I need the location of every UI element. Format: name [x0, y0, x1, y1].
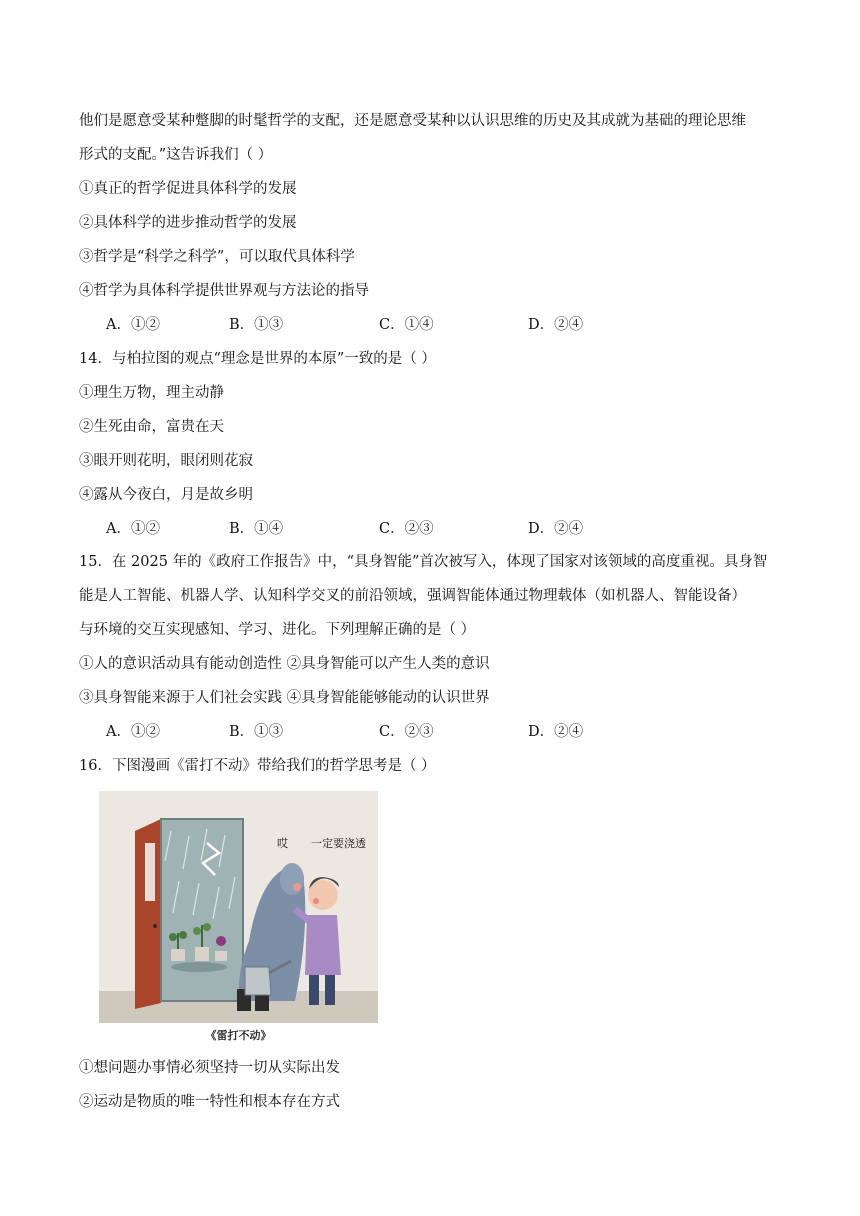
q13-item-2: ②具体科学的进步推动哲学的发展	[79, 215, 297, 231]
cartoon-bubble-right: 一定要浇透	[311, 837, 366, 850]
q15-option-a: A．①②	[106, 724, 160, 740]
q13-option-b: B．①③	[229, 317, 284, 333]
q13-item-3: ③哲学是“科学之科学”，可以取代具体科学	[79, 249, 355, 265]
q14-stem: 14．与柏拉图的观点“理念是世界的本原”一致的是（ ）	[79, 351, 436, 367]
cartoon-illustration	[99, 791, 378, 1023]
q16-stem: 16．下图漫画《雷打不动》带给我们的哲学思考是（ ）	[79, 758, 436, 774]
q16-item-1: ①想问题办事情必须坚持一切从实际出发	[79, 1060, 340, 1076]
q15-items-row1: ①人的意识活动具有能动创造性 ②具身智能可以产生人类的意识	[79, 656, 490, 672]
q15-option-d: D．②④	[528, 724, 584, 740]
q15-stem-line3: 与环境的交互实现感知、学习、进化。下列理解正确的是（ ）	[79, 622, 476, 638]
q13-option-c: C．①④	[379, 317, 434, 333]
cartoon-bubble-left: 哎	[277, 837, 288, 850]
q13-item-4: ④哲学为具体科学提供世界观与方法论的指导	[79, 283, 369, 299]
q14-item-3: ③眼开则花明，眼闭则花寂	[79, 453, 253, 469]
q15-option-b: B．①③	[229, 724, 284, 740]
q15-stem-line1: 15．在 2025 年的《政府工作报告》中，“具身智能”首次被写入，体现了国家对该领域的高度重视。具身智	[79, 554, 768, 570]
q14-option-b: B．①④	[229, 521, 284, 537]
q14-option-c: C．②③	[379, 521, 434, 537]
q15-option-c: C．②③	[379, 724, 434, 740]
q14-item-2: ②生死由命，富贵在天	[79, 419, 224, 435]
q14-item-4: ④露从今夜白，月是故乡明	[79, 487, 253, 503]
q16-item-2: ②运动是物质的唯一特性和根本存在方式	[79, 1094, 340, 1110]
cartoon-caption: 《雷打不动》	[205, 1029, 272, 1042]
q15-items-row2: ③具身智能来源于人们社会实践 ④具身智能能够能动的认识世界	[79, 690, 490, 706]
q14-option-a: A．①②	[106, 521, 160, 537]
cartoon-figure	[99, 791, 378, 1042]
q14-option-d: D．②④	[528, 521, 584, 537]
q13-stem-line1: 他们是愿意受某种蹩脚的时髦哲学的支配，还是愿意受某种以认识思维的历史及其成就为基础的理论思维	[79, 113, 746, 129]
q15-stem-line2: 能是人工智能、机器人学、认知科学交叉的前沿领域，强调智能体通过物理载体（如机器人、智能设备）	[79, 588, 746, 604]
q13-option-a: A．①②	[106, 317, 160, 333]
q13-option-d: D．②④	[528, 317, 584, 333]
q13-stem-line2: 形式的支配。”这告诉我们（ ）	[79, 147, 273, 163]
q13-item-1: ①真正的哲学促进具体科学的发展	[79, 181, 297, 197]
q14-item-1: ①理生万物，理主动静	[79, 385, 224, 401]
